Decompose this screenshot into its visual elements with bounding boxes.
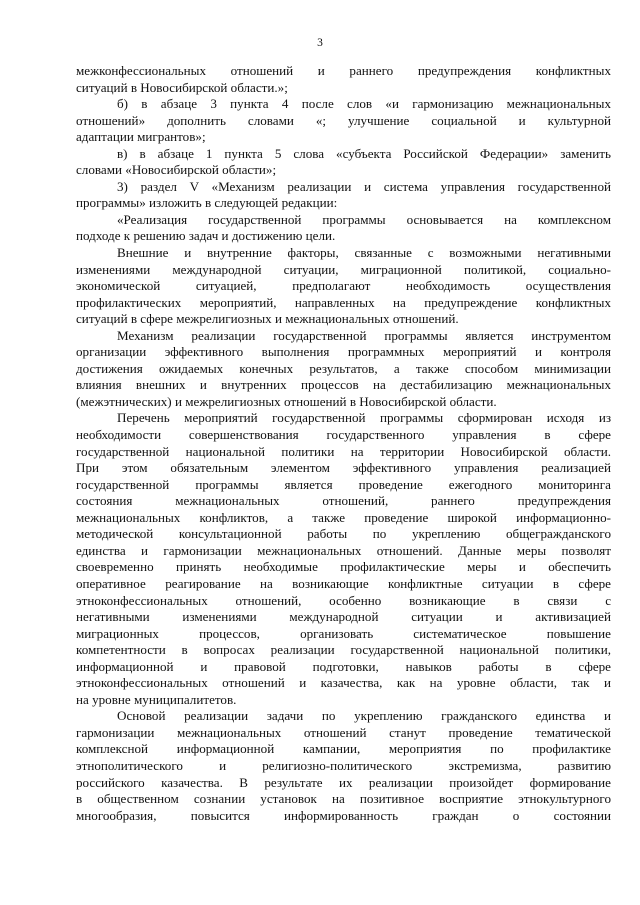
text-line: информационной и правовой подготовки, навыков работы в сфере — [76, 658, 611, 674]
text-line: достижения ожидаемых конечных результатов, а также способом минимизации — [76, 360, 611, 376]
text-line: на уровне муниципалитетов. — [76, 691, 237, 707]
text-line: методической консультационной работы по укреплению общегражданского — [76, 526, 611, 542]
text-line: многообразия, повысится информированность граждан о состоянии — [76, 807, 611, 823]
text-line: в) в абзаце 1 пункта 5 слова «субъекта Российской Федерации» заменить — [117, 145, 611, 161]
text-line: профилактических мероприятий, направленных на предупреждение конфликтных — [76, 294, 611, 310]
text-line: Механизм реализации государственной программы является инструментом — [117, 327, 611, 343]
text-line: Перечень мероприятий государственной программы сформирован исходя из — [117, 410, 611, 426]
text-line: программы» изложить в следующей редакции: — [76, 195, 338, 211]
page-number: 3 — [317, 37, 323, 49]
text-line: ситуаций в Новосибирской области.»; — [76, 79, 288, 95]
text-line: оперативное реагирование на возникающие конфликтные ситуации в сфере — [76, 575, 611, 591]
text-line: экономической ситуацией, предполагают необходимость осуществления — [76, 278, 611, 294]
text-line: организации эффективного выполнения программных мероприятий и контроля — [76, 344, 611, 360]
text-line: негативными изменениями международной ситуации и активизацией — [76, 609, 611, 625]
text-line: этнополитического и религиозно-политического экстремизма, развитию — [76, 757, 611, 773]
text-line: ситуаций в сфере межрелигиозных и межнациональных отношений. — [76, 311, 459, 327]
text-line: комплексной информационной кампании, мероприятия по профилактике — [76, 741, 611, 757]
text-line: единства и гармонизации межнациональных отношений. Данные меры позволят — [76, 542, 611, 558]
text-line: необходимости совершенствования государственного управления в сфере — [76, 427, 611, 443]
text-line: б) в абзаце 3 пункта 4 после слов «и гармонизацию межнациональных — [117, 96, 611, 112]
text-line: Основой реализации задачи по укреплению гражданского единства и — [117, 708, 611, 724]
text-line: (межэтнических) и межрелигиозных отношений в Новосибирской области. — [76, 393, 497, 409]
text-line: изменениями международной ситуации, миграционной политикой, социально- — [76, 261, 611, 277]
document-body — [76, 63, 611, 824]
text-line: «Реализация государственной программы основывается на комплексном — [117, 211, 611, 227]
text-line: отношений» дополнить словами «; улучшение социальной и культурной — [76, 112, 611, 128]
text-line: государственной программы является проведение ежегодного мониторинга — [76, 476, 611, 492]
text-line: межконфессиональных отношений и раннего предупреждения конфликтных — [76, 63, 611, 78]
text-line: российского казачества. В результате их реализации произойдет формирование — [76, 774, 611, 790]
text-line: 3) раздел V «Механизм реализации и система управления государственной — [117, 178, 611, 194]
text-line: компетентности в вопросах реализации государственной национальной политики, — [76, 642, 611, 658]
text-line: этноконфессиональных отношений, особенно возникающие в связи с — [76, 592, 611, 608]
text-line: миграционных процессов, организовать систематическое повышение — [76, 625, 611, 641]
text-line: влияния внешних и внутренних процессов на дестабилизацию межнациональных — [76, 377, 611, 393]
text-line: адаптации мигрантов»; — [76, 129, 206, 145]
text-line: в общественном сознании установок на позитивное восприятие этнокультурного — [76, 791, 611, 807]
text-line: словами «Новосибирской области»; — [76, 162, 277, 178]
text-line: Внешние и внутренние факторы, связанные с возможными негативными — [117, 245, 611, 261]
text-line: государственной национальной политики на территории Новосибирской области. — [76, 443, 611, 459]
text-line: своевременно принять необходимые профилактические меры и обеспечить — [76, 559, 611, 575]
text-line: гармонизации межнациональных отношений станут проведение тематической — [76, 724, 611, 740]
text-line: этноконфессиональных отношений и казачества, как на уровне области, так и — [76, 675, 611, 691]
text-line: межнациональных конфликтов, а также проведение широкой информационно- — [76, 509, 611, 525]
text-line: подходе к решению задач и достижению цели. — [76, 228, 336, 244]
text-line: При этом обязательным элементом эффективного управления реализацией — [76, 460, 611, 476]
text-line: состояния межнациональных отношений, раннего предупреждения — [76, 493, 611, 509]
